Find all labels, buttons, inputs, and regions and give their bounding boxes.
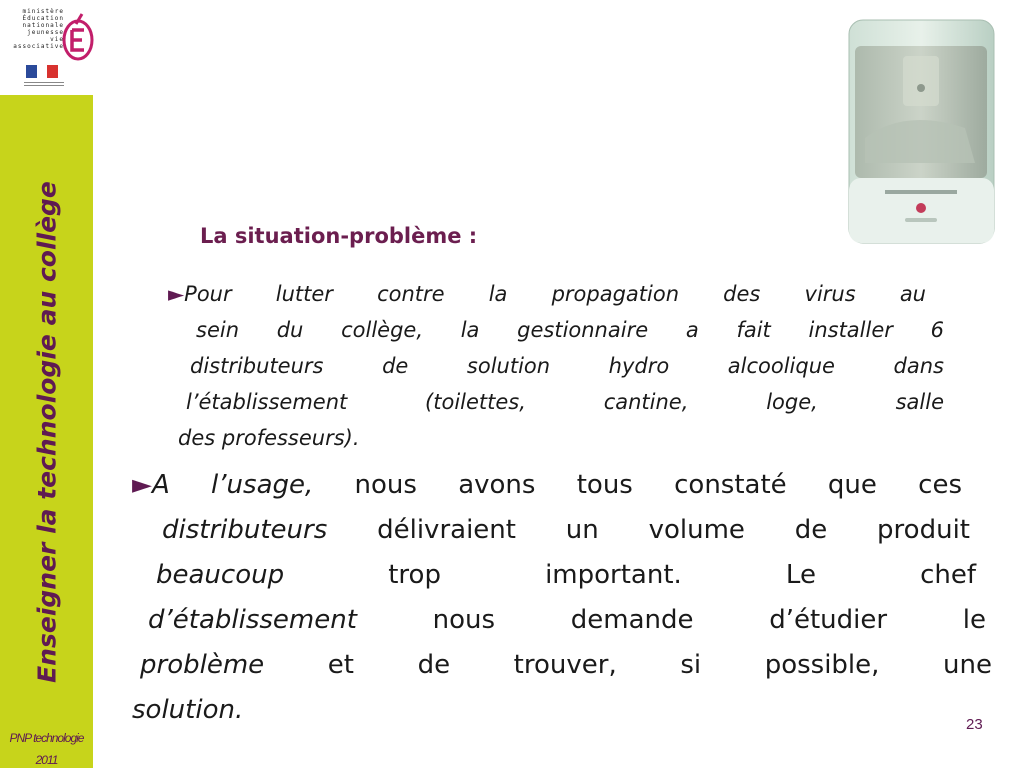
paragraph-line (186, 384, 944, 420)
french-flag-icon (26, 65, 58, 78)
pnp-year: 2011 (35, 753, 58, 767)
line-italic: problème (140, 650, 265, 680)
paragraph-problem (132, 463, 992, 733)
line-italic: beaucoup (156, 560, 285, 590)
paragraph-line (196, 312, 944, 348)
paragraph-line (156, 553, 976, 598)
paragraph-line (140, 643, 992, 688)
paragraph-line (132, 463, 962, 508)
line-text: nous demande d’étudier le (356, 605, 986, 635)
paragraph-line (148, 598, 986, 643)
paragraph-line (162, 508, 970, 553)
line-italic: distributeurs (162, 515, 328, 545)
paragraph-line (132, 688, 992, 733)
logo-line: jeunesse (27, 29, 64, 36)
line-italic: A l’usage, (152, 470, 314, 500)
paragraph-line (168, 276, 926, 312)
line-text: nous avons tous constaté que ces (313, 470, 962, 500)
ministry-logo-text (6, 8, 64, 50)
republique-francaise-caption (24, 80, 64, 87)
line-text: trop important. Le chef (284, 560, 976, 590)
soap-dispenser-image (845, 18, 998, 245)
line-text: des professeurs). (178, 426, 360, 450)
pnp-footer (0, 727, 93, 768)
line-text: délivraient un volume de produit (327, 515, 970, 545)
vertical-title: Enseigner la technologie au collège (32, 181, 62, 683)
page-number: 23 (966, 716, 983, 733)
line-italic: solution. (132, 695, 244, 725)
logo-line: vie associative (13, 36, 64, 50)
line-text: Pour lutter contre la propagation des virus au (184, 282, 926, 306)
ministry-e-logo-icon (62, 10, 94, 62)
line-text: sein du collège, la gestionnaire a fait installer 6 (196, 318, 944, 342)
paragraph-line (190, 348, 944, 384)
line-text: et de trouver, si possible, une (264, 650, 992, 680)
bullet-arrow-icon: ► (132, 470, 152, 500)
logo-line: Éducation (22, 15, 64, 22)
line-text: l’établissement (toilettes, cantine, loge, salle (186, 390, 944, 414)
logo-line: nationale (22, 22, 64, 29)
slide-heading: La situation-problème : (200, 224, 478, 248)
paragraph-line (178, 420, 944, 456)
line-text: distributeurs de solution hydro alcoolique dans (190, 354, 944, 378)
pnp-line: PNP technologie (9, 731, 84, 745)
line-italic: d’établissement (148, 605, 357, 635)
paragraph-context (168, 276, 944, 456)
logo-line: ministère (22, 8, 64, 15)
bullet-arrow-icon: ► (168, 282, 185, 306)
